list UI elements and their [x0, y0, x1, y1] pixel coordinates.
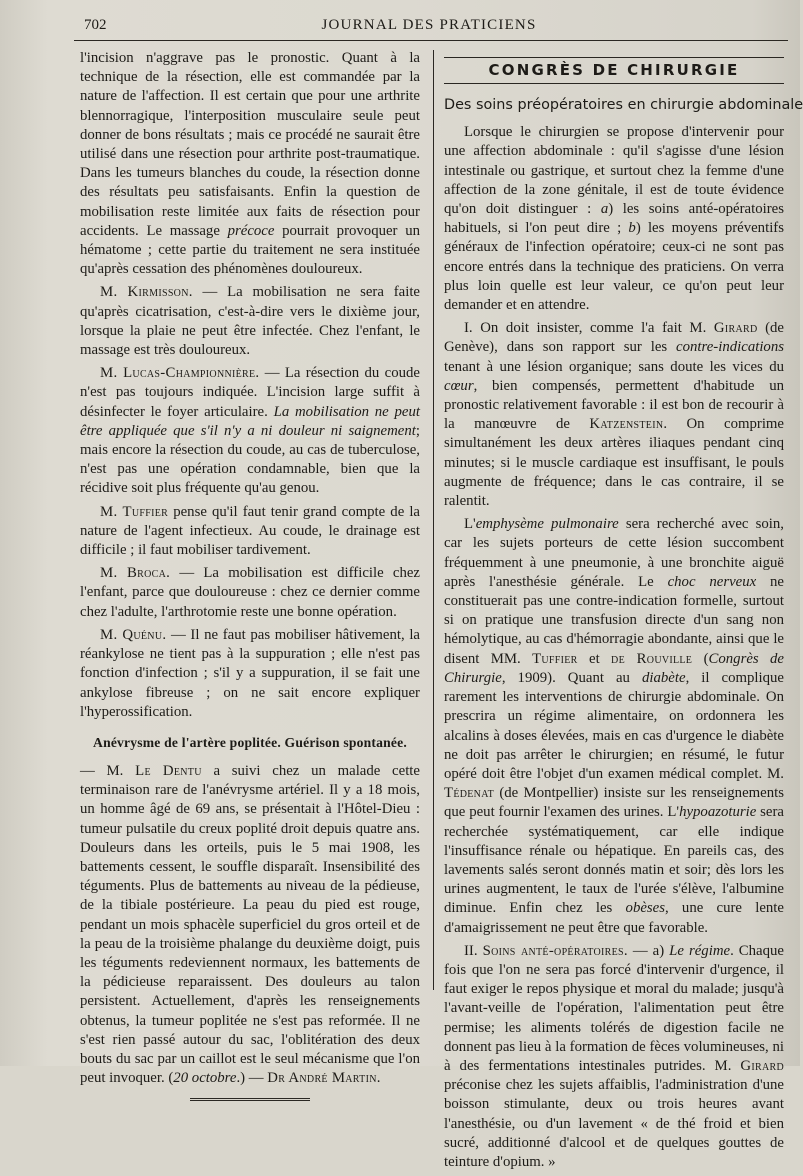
emphyseme-paragraph: L'emphysème pulmonaire sera recherché avec soin, car les sujets porteurs de cette lésion succombent fréquemment à une pneumonie, à une bronchite aiguë après l'anesthésie générale. Le choc nerveux ne constituerait pas une contre-indication formelle, surtout si on pratique une transfusion directe d'un sang non hémolytique, au cas d'hémorragie abondante, ainsi que le disent MM. Tuffier et de Rouville (Congrès de Chirurgie, 1909). Quant au diabète, il complique rarement les interventions de chirurgie abdominale. On prescrira un régime alimentaire, on ordonnera les alcalins à doses élevées, mais en cas d'urgence le diabète ne doit pas arrêter le chirurgien; en résumé, le futur opéré doit être l'objet d'un examen médical complet. M. Tédenat (de Montpellier) insiste sur les renseignements que peut fournir l'examen des urines. L'hypoazoturie sera recherchée systématiquement, car elle indique l'insuffisance rénale ou hépatique. En pareils cas, des lavements salés seront donnés matin et soir; dès lors les urines augmentent, le taux de l'urée s'élève, l'albumine diminue. Enfin chez les obèses, une cure lente d'amaigrissement ne peut être que favorable. — [444, 516, 784, 936]
author-signature: Dr André Martin. — [267, 1070, 381, 1087]
lucas-championniere-paragraph: M. Lucas-Championnière. — La résection du coude n'est pas toujours indiquée. L'incision large suffit à désinfecter le foyer articulaire. La mobilisation ne peut être appliquée que s'il n'y a ni douleur ni saignement; mais encore la résection du coude, au cas de tuberculose, n'est pas une opération condamnable, bien que la récidive soit plus fréquente qu'au genou. — [80, 365, 420, 497]
header-rule — [74, 40, 788, 41]
section-title-anevrysme: Anévrysme de l'artère poplitée. Guérison spontanée. — [93, 734, 407, 750]
journal-title: JOURNAL DES PRATICIENS — [321, 17, 537, 33]
tuffier-paragraph: M. Tuffier pense qu'il faut tenir grand compte de la nature de l'agent infectieux. Au coude, le drainage est difficile ; il faut mobiliser tardivement. — [80, 503, 420, 559]
article-subtitle: Des soins préopératoires en chirurgie abdominale — [444, 97, 803, 114]
column-divider — [433, 50, 434, 990]
speaker-le-dentu: Le Dentu — [135, 762, 202, 779]
page-number: 702 — [84, 17, 107, 33]
page-header — [74, 14, 784, 38]
le-dentu-paragraph: — M. Le Dentu a suivi chez un malade cette terminaison rare de l'anévrysme artériel. Il y a 18 mois, un homme âgé de 69 ans, se présentait à l'Hôtel-Dieu : tumeur pulsatile du creux poplité droit depuis quatre ans. Douleurs dans les orteils, puis le 5 mai 1908, les battements cessent, le souffle disparaît. Insensibilité des téguments. Plus de battements au niveau de la pédieuse, de la tibiale postérieure. La peau du pied est rouge, pendant un mois sphacèle superficiel du gros orteil et de la peau de la troisième phalange du deuxième doigt, puis les téguments redeviennent normaux, les battements de la pédicieuse reparaissent. Des douleurs au talon persistent. Actuellement, d'après les renseignements obtenus, la tumeur poplitée ne s'est pas reformée. Il ne s'est rien passé autour du sac, l'oblitération des deux bouts du sac par un caillot est le seul mécanisme que l'on peut invoquer. (20 octobre.) — Dr André Martin. — [80, 762, 420, 1087]
congres-banner-text: CONGRÈS DE CHIRURGIE — [488, 61, 740, 79]
speaker-kirmisson: M. Kirmisson. — [100, 284, 193, 301]
speaker-tuffier: M. Tuffier — [100, 503, 169, 520]
congres-banner — [444, 57, 784, 84]
resection-paragraph: l'incision n'aggrave pas le pronostic. Quant à la technique de la résection, elle est commandée par la nature de l'affection. Il est certain que pour une arthrite blennorragique, l'interposition musculaire seule peut donner de bons résultats ; mais ce procédé ne saurait être utilisé dans une résection pour arthrite post-traumatique. Dans les tumeurs blanches du coude, la résection donne des résultats peu satisfaisants. Enfin la question de mobilisation reste limitée aux faits de résection pour accidents. Le massage précoce pourrait provoquer un hématome ; cette partie du traitement ne sera instituée qu'après cessation des phénomènes douloureux. — [80, 50, 420, 278]
intro-paragraph: Lorsque le chirurgien se propose d'intervenir pour une affection abdominale : qu'il s'agisse d'une lésion intestinale ou gastrique, et surtout chez la femme d'une affection de la zone génitale, il est de toute évidence qu'on doit distinguer : a) les soins anté-opératoires habituels, si l'on peut dire ; b) les moyens préventifs généraux de l'infection opératoire; ceux-ci ne sont pas encore entrés dans la technique des praticiens. On verra plus loin quelle est leur valeur, ce qu'on peut leur demander et en attendre. — [444, 124, 784, 314]
speaker-lucas-championniere: M. Lucas-Championnière. — [100, 365, 260, 382]
soins-ante-operatoires-paragraph: II. Soins anté-opératoires. — a) Le régime. Chaque fois que l'on ne sera pas forcé d'intervenir d'urgence, il faut exiger le repos physique et moral du malade; jusqu'à l'avant-veille de l'opération, l'alimentation peut être permise; les aliments tolérés de digestion facile ne donnent pas lieu à la formation de fèces volumineuses, ni à des fermentations intestinales putrides. M. Girard préconise chez les sujets affaiblis, l'administration d'une boisson stimulante, deux ou trois heures avant l'anesthésie, ou d'un lavement « de thé froid et bien sucré, additionné d'alcool et de quelques gouttes de teinture d'opium. » — [444, 942, 784, 1170]
kirmisson-paragraph: M. Kirmisson. — La mobilisation ne sera faite qu'après cicatrisation, c'est-à-dire vers le dixième jour, lorsque la plaie ne peut être infectée. Chez l'enfant, le massage est très douloureux. — [80, 284, 420, 359]
quenu-paragraph: M. Quénu. — Il ne faut pas mobiliser hâtivement, la réankylose ne tient pas à la suppuration ; elle n'est pas fonction d'infection ; s'il y a suppuration, il se fait une ankylose fibreuse ; on ne sait encore expliquer l'hyperossification. — [80, 626, 420, 720]
speaker-quenu: M. Quénu. — [100, 626, 167, 643]
right-column — [444, 49, 803, 1176]
speaker-broca: M. Broca. — [100, 565, 171, 582]
contre-indications-paragraph: I. On doit insister, comme l'a fait M. Girard (de Genève), dans son rapport sur les contre-indications tenant à une lésion organique; sans doute les vices du cœur, bien compensés, permettent d'habitude un pronostic relativement favorable : il est bon de recourir à la manœuvre de Katzenstein. On comprime simultanément les deux artères iliaques pendant cinq minutes; si le muscle cardiaque est insuffisant, le pouls augmente de fréquence; dans le cas contraire, il se ralentit. — [444, 320, 785, 510]
left-column — [80, 49, 420, 1101]
article-end-rule — [190, 1098, 310, 1101]
broca-paragraph: M. Broca. — La mobilisation est difficile chez l'enfant, parce que douloureuse : chez ce dernier comme chez l'adulte, l'arthrotomie reste une bonne opération. — [80, 565, 421, 620]
